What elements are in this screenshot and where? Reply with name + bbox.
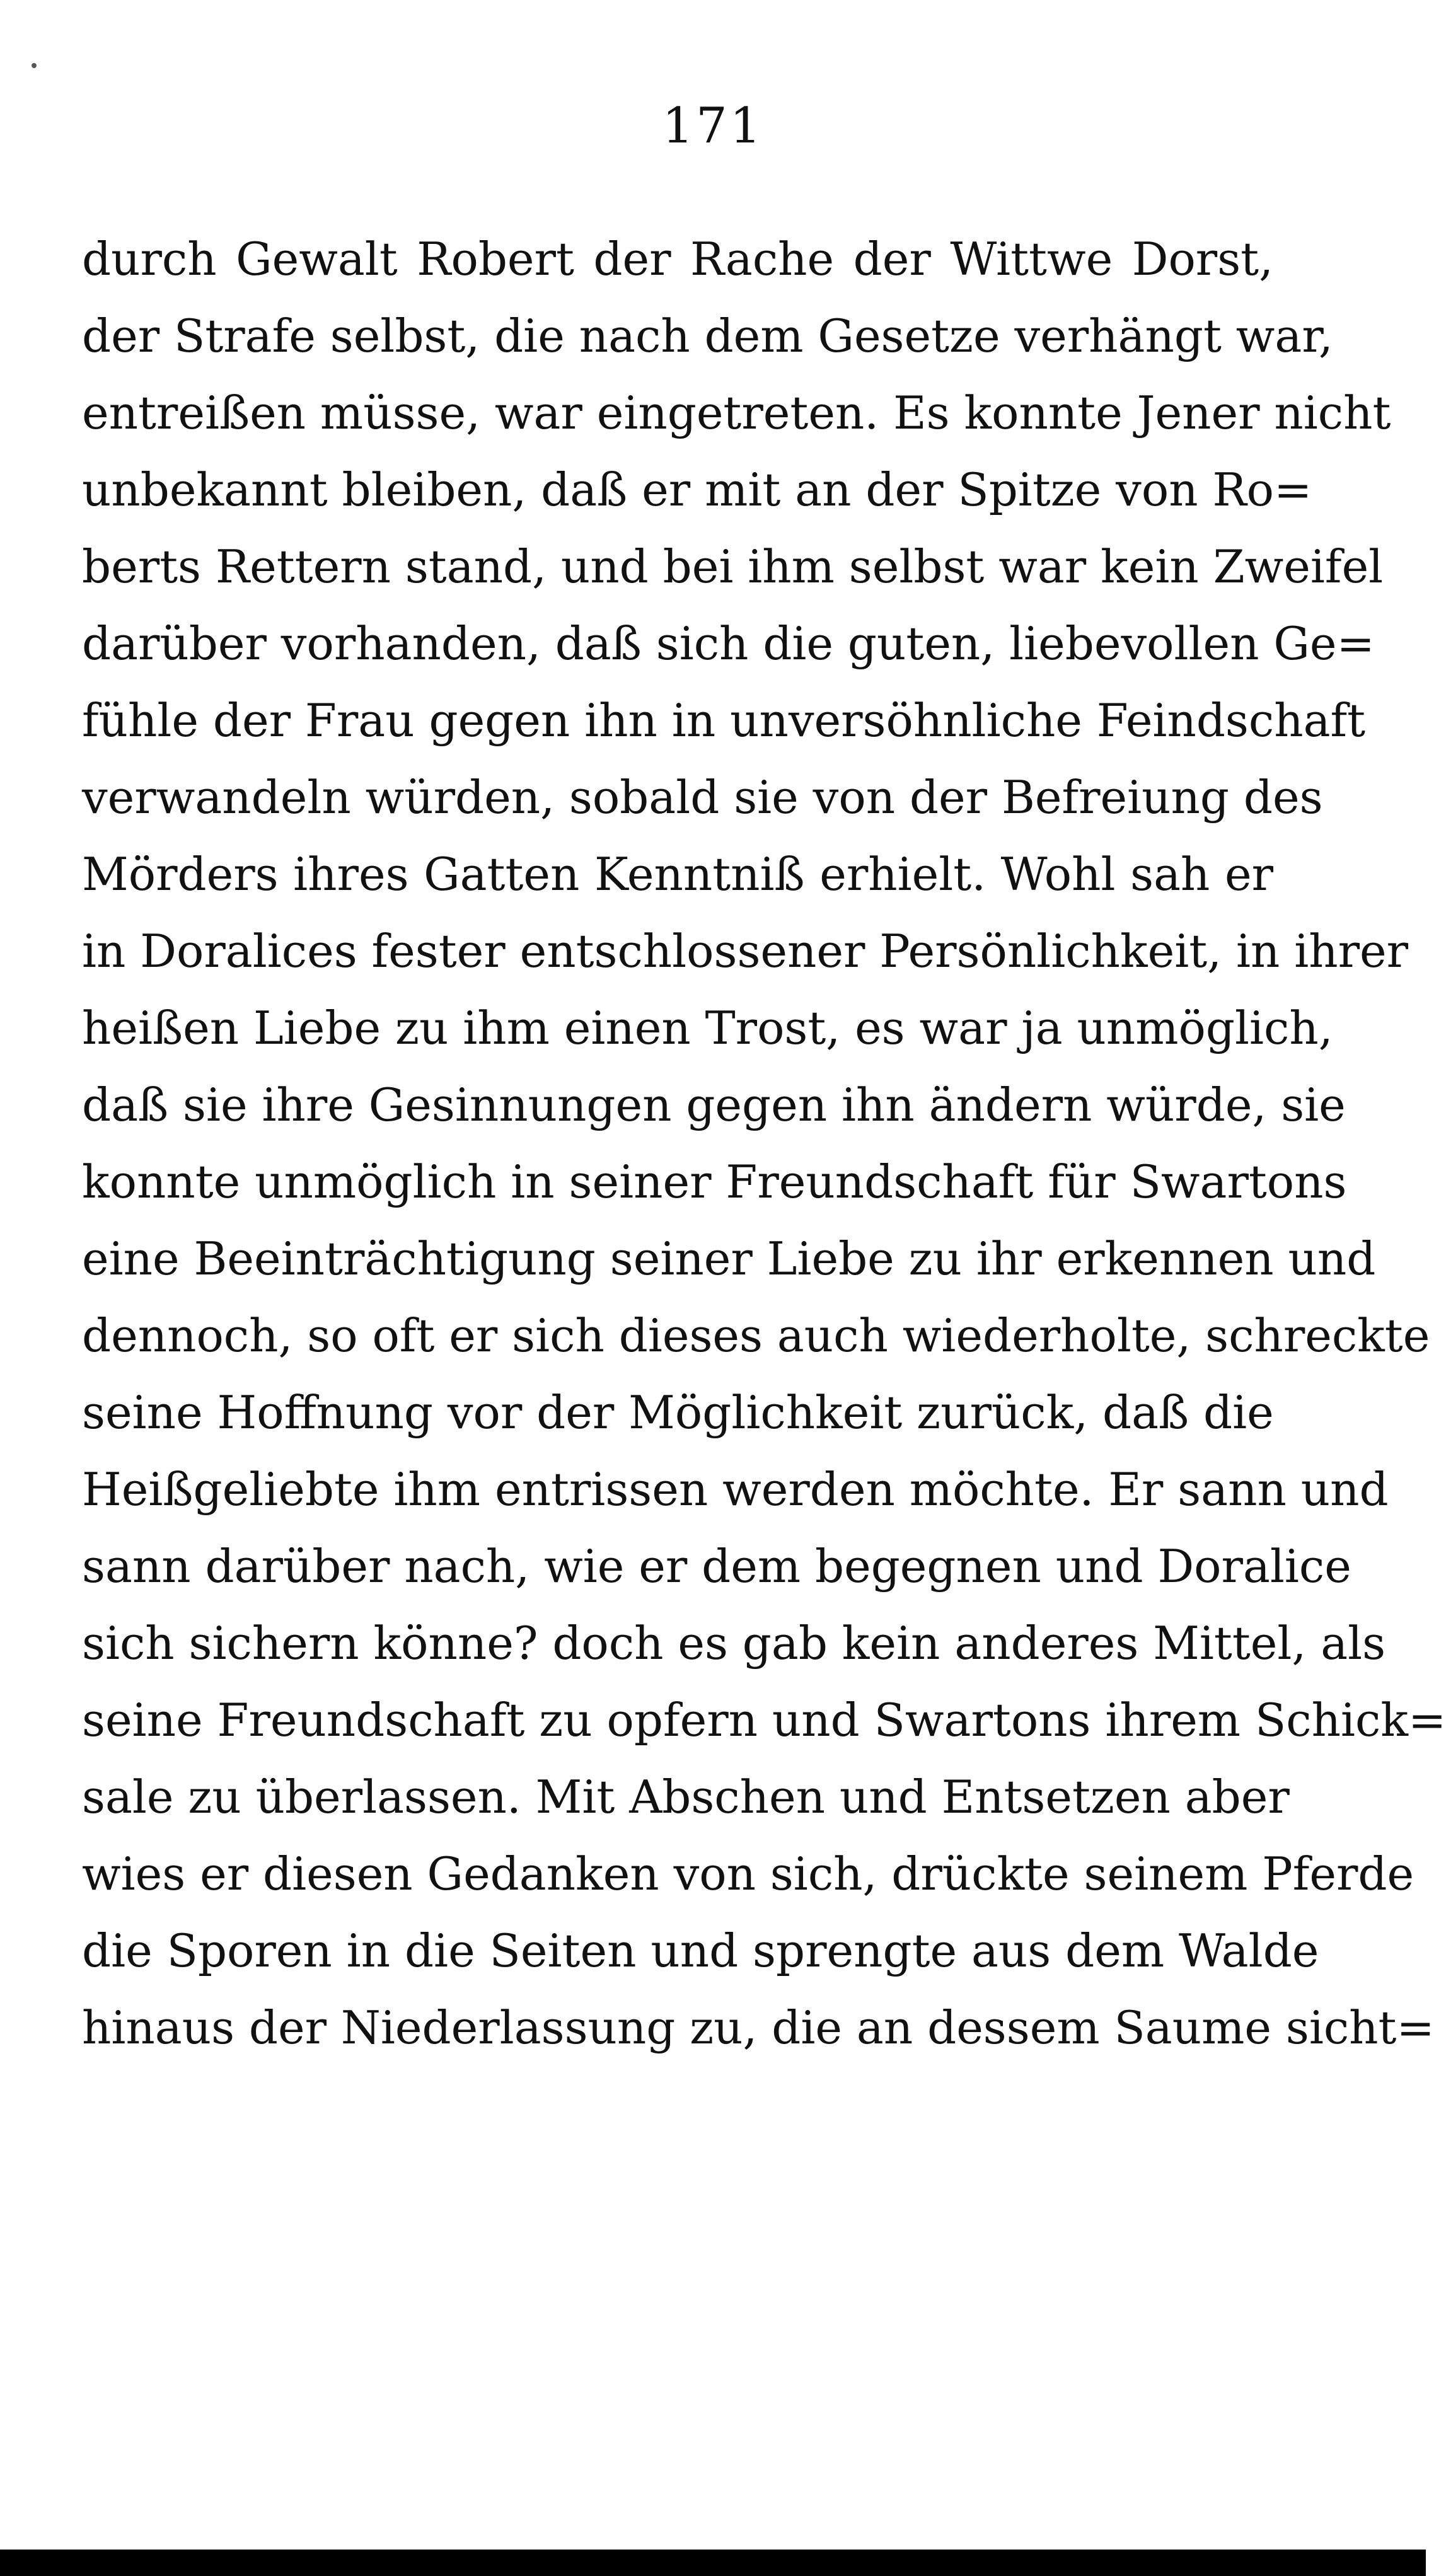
text-line: Mörders ihres Gatten Kenntniß erhielt. Wohl sah er: [82, 848, 1273, 901]
text-line: seine Freundschaft zu opfern und Swartons ihrem Schick=: [82, 1694, 1446, 1747]
text-line: darüber vorhanden, daß sich die guten, liebevollen Ge=: [82, 617, 1375, 670]
text-line: sale zu überlassen. Mit Abschen und Entsetzen aber: [82, 1770, 1290, 1823]
text-line: unbekannt bleiben, daß er mit an der Spitze von Ro=: [82, 463, 1312, 516]
body-text: [82, 221, 1446, 2066]
text-line: seine Hoffnung vor der Möglichkeit zurück, daß die: [82, 1386, 1274, 1439]
text-line: heißen Liebe zu ihm einen Trost, es war ja unmöglich,: [82, 1002, 1333, 1054]
text-line: hinaus der Niederlassung zu, die an dessem Saume sicht=: [82, 2001, 1435, 2054]
text-line: verwandeln würden, sobald sie von der Befreiung des: [82, 771, 1323, 824]
text-line: dennoch, so oft er sich dieses auch wiederholte, schreckte: [82, 1309, 1430, 1362]
text-line: konnte unmöglich in seiner Freundschaft für Swartons: [82, 1155, 1347, 1208]
text-line: berts Rettern stand, und bei ihm selbst war kein Zweifel: [82, 540, 1384, 593]
text-line: fühle der Frau gegen ihn in unversöhnliche Feindschaft: [82, 694, 1366, 747]
paper-speck: [32, 63, 37, 68]
text-line: eine Beeinträchtigung seiner Liebe zu ihr erkennen und: [82, 1232, 1376, 1285]
text-line: in Doralices fester entschlossener Persönlichkeit, in ihrer: [82, 925, 1409, 978]
text-line: entreißen müsse, war eingetreten. Es konnte Jener nicht: [82, 386, 1391, 439]
page-number: 171: [662, 98, 764, 154]
bottom-scan-border: [0, 2550, 1426, 2576]
text-line: der Strafe selbst, die nach dem Gesetze verhängt war,: [82, 309, 1333, 362]
text-line: sann darüber nach, wie er dem begegnen und Doralice: [82, 1540, 1351, 1593]
text-line: die Sporen in die Seiten und sprengte aus dem Walde: [82, 1924, 1319, 1977]
text-line: sich sichern könne? doch es gab kein anderes Mittel, als: [82, 1617, 1386, 1670]
text-line: daß sie ihre Gesinnungen gegen ihn ändern würde, sie: [82, 1078, 1346, 1131]
text-line: wies er diesen Gedanken von sich, drückte seinem Pferde: [82, 1847, 1414, 1900]
text-line: durch Gewalt Robert der Rache der Wittwe Dorst,: [82, 233, 1273, 286]
text-line: Heißgeliebte ihm entrissen werden möchte. Er sann und: [82, 1463, 1389, 1516]
